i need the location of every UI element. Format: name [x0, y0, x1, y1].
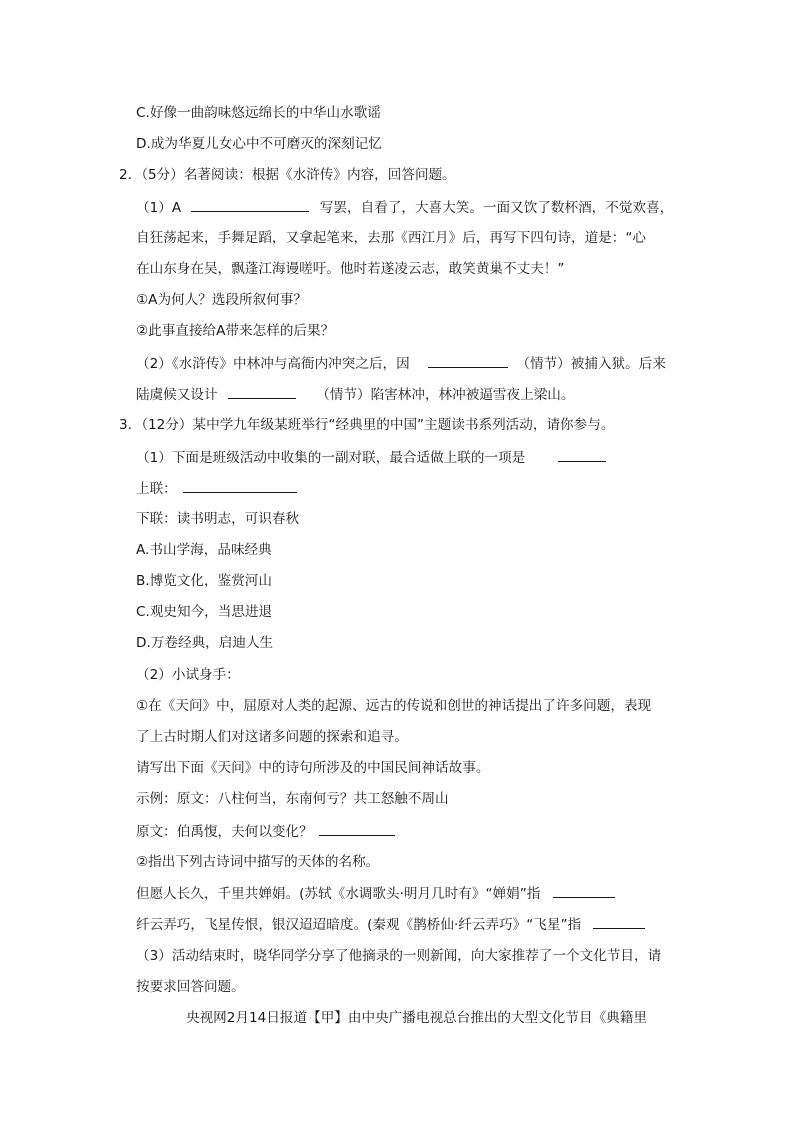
sub-question: ①A为何人？选段所叙何事？	[136, 292, 308, 308]
question-2-heading: 2．（5分）名著阅读：根据《水浒传》内容，回答问题。	[119, 167, 456, 183]
question-2-1-line-1	[136, 197, 673, 218]
question-3-1	[136, 447, 606, 468]
poem-text: 纤云弄巧，飞星传恨，银汉迢迢暗度。(秦观《鹊桥仙·纤云弄巧》“飞星”指	[136, 917, 582, 933]
poem-line	[136, 914, 645, 935]
answer-blank[interactable]	[553, 883, 615, 898]
question-2-2-text: 陆虞候又设计	[136, 387, 218, 403]
original-text: 原文：伯禹愎，夫何以变化？	[136, 824, 313, 840]
option-d: D.成为华夏儿女心中不可磨灭的深刻记忆	[136, 136, 382, 152]
upper-couplet-label: 上联：	[136, 481, 177, 497]
option-c: C.好像一曲韵味悠远绵长的中华山水歌谣	[136, 105, 381, 121]
question-3-3-text: 按要求回答问题。	[136, 979, 245, 995]
answer-blank[interactable]	[593, 914, 645, 929]
passage-line: 自狂荡起来，手舞足蹈，又拿起笔来，去那《西江月》后，再写下四句诗，道是：“心	[136, 230, 647, 246]
poem-text: 但愿人长久，千里共婵娟。(苏轼《水调歌头·明月几时有》“婵娟”指	[136, 886, 541, 902]
sub-question: ②此事直接给A带来怎样的后果？	[136, 323, 335, 339]
upper-couplet	[136, 478, 297, 499]
example-line: 示例：原文：八柱何当，东南何亏？共工怒触不周山	[136, 791, 449, 807]
question-3-2-text: 请写出下面《天问》中的诗句所涉及的中国民间神话故事。	[136, 760, 490, 776]
sub-question: ②指出下列古诗词中描写的天体的名称。	[136, 854, 380, 870]
option-d: D.万卷经典，启迪人生	[136, 635, 274, 651]
question-2-2-line-1	[136, 353, 666, 374]
question-2-2-line-2	[136, 384, 575, 405]
news-paragraph: 央视网2月14日报道【甲】由中央广播电视总台推出的大型文化节目《典籍里	[186, 1010, 647, 1026]
question-3-3-text: （3）活动结束时，晓华同学分享了他摘录的一则新闻，向大家推荐了一个文化节目，请	[136, 948, 662, 964]
question-3-2-text: 了上古时期人们对这诸多问题的探索和追寻。	[136, 729, 408, 745]
question-2-2-text: （情节）被捕入狱。后来	[516, 356, 666, 372]
original-text-line	[136, 821, 395, 842]
lower-couplet: 下联：读书明志，可识春秋	[136, 511, 300, 527]
passage-line: 在山东身在吴，飘蓬江海谩嗟吁。他时若遂凌云志，敢笑黄巢不丈夫！”	[136, 261, 565, 277]
answer-blank[interactable]	[319, 821, 395, 836]
answer-blank[interactable]	[191, 197, 309, 212]
poem-line	[136, 883, 615, 904]
answer-blank[interactable]	[428, 353, 508, 368]
question-3-1-text: （1）下面是班级活动中收集的一副对联，最合适做上联的一项是	[136, 450, 526, 466]
option-b: B.博览文化，鉴赏河山	[136, 573, 272, 589]
question-2-1-text: 写罢，自看了，大喜大笑。一面又饮了数杯酒，不觉欢喜，	[319, 200, 674, 216]
question-2-2-text: （2）《水浒传》中林冲与高衙内冲突之后，因	[136, 356, 410, 372]
question-3-heading: 3．（12分）某中学九年级某班举行“经典里的中国”主题读书系列活动，请你参与。	[119, 417, 615, 433]
question-3-2-text: ①在《天问》中，屈原对人类的起源、远古的传说和创世的神话提出了许多问题，表现	[136, 698, 652, 714]
question-2-2-text: （情节）陷害林冲，林冲被逼雪夜上梁山。	[316, 387, 575, 403]
answer-blank[interactable]	[558, 447, 606, 462]
answer-blank[interactable]	[183, 478, 297, 493]
answer-blank[interactable]	[228, 384, 296, 399]
option-a: A.书山学海，品味经典	[136, 542, 272, 558]
question-3-2-heading: （2）小试身手：	[136, 667, 240, 683]
option-c: C.观史知今，当思进退	[136, 604, 273, 620]
question-2-1-prefix: （1）A	[136, 200, 182, 216]
